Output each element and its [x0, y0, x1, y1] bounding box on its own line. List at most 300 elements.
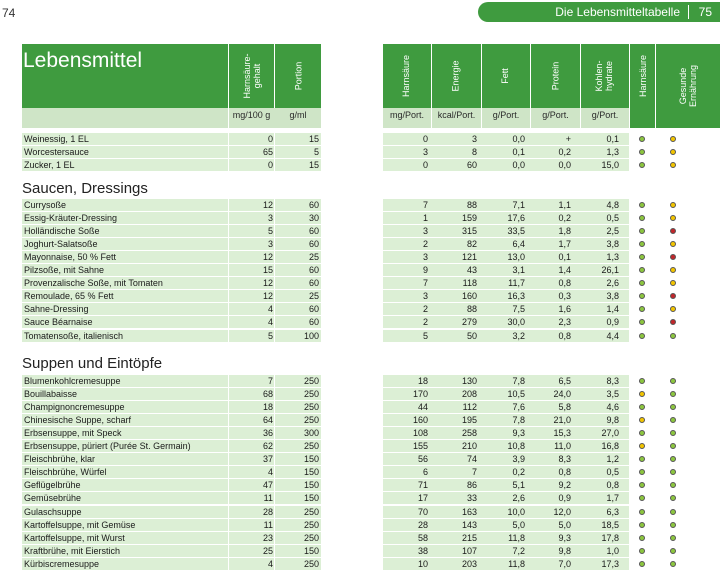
cell-portion: 250	[303, 389, 319, 400]
harnsaeure-rating-dot	[639, 495, 645, 501]
harnsaeure-rating-dot	[639, 561, 645, 567]
table-row	[0, 519, 720, 531]
food-name: Holländische Soße	[24, 226, 100, 237]
harnsaeure-rating-dot	[639, 456, 645, 462]
gesunde-ernaehrung-rating-dot	[670, 404, 676, 410]
cell-energie: 163	[461, 506, 477, 517]
cell-kohlenhydrate: 17,3	[601, 558, 619, 569]
cell-portion: 60	[308, 239, 319, 250]
cell-portion: 150	[303, 467, 319, 478]
harnsaeure-rating-dot	[639, 469, 645, 475]
cell-portion: 150	[303, 545, 319, 556]
cell-portion: 150	[303, 454, 319, 465]
cell-harnsaeure-gehalt: 25	[262, 545, 273, 556]
cell-fett: 3,1	[512, 265, 525, 276]
unit-energie: kcal/Port.	[437, 110, 476, 120]
cell-harnsaeure: 9	[422, 265, 428, 276]
cell-harnsaeure: 6	[422, 467, 428, 478]
cell-harnsaeure: 70	[417, 506, 428, 517]
cell-harnsaeure: 10	[417, 558, 428, 569]
cell-portion: 60	[308, 226, 319, 237]
gesunde-ernaehrung-rating-dot	[670, 306, 676, 312]
table-row	[0, 303, 720, 315]
gesunde-ernaehrung-rating-dot	[670, 254, 676, 260]
cell-portion: 150	[303, 493, 319, 504]
food-name: Bouillabaisse	[24, 389, 78, 400]
cell-harnsaeure: 71	[417, 480, 428, 491]
cell-harnsaeure-gehalt: 47	[262, 480, 273, 491]
cell-fett: 16,3	[507, 291, 525, 302]
cell-fett: 11,8	[508, 558, 525, 569]
cell-kohlenhydrate: 1,3	[606, 147, 619, 158]
cell-protein: 2,3	[558, 317, 571, 328]
gesunde-ernaehrung-rating-dot	[670, 482, 676, 488]
cell-protein: 1,4	[558, 265, 571, 276]
cell-protein: 15,3	[553, 428, 571, 439]
food-name: Joghurt-Salatsoße	[24, 239, 98, 250]
cell-energie: 74	[466, 454, 477, 465]
col-head-protein: Protein	[550, 61, 560, 91]
cell-fett: 2,6	[512, 493, 525, 504]
harnsaeure-rating-dot	[639, 280, 645, 286]
cell-energie: 86	[466, 480, 477, 491]
cell-energie: 215	[461, 532, 477, 543]
harnsaeure-rating-dot	[639, 391, 645, 397]
cell-harnsaeure: 170	[412, 389, 428, 400]
col-head-energie: Energie	[451, 60, 461, 92]
gesunde-ernaehrung-rating-dot	[670, 293, 676, 299]
cell-harnsaeure: 108	[412, 428, 428, 439]
cell-protein: 0,9	[558, 493, 571, 504]
cell-fett: 17,6	[507, 213, 525, 224]
cell-portion: 100	[303, 330, 319, 341]
harnsaeure-rating-dot	[639, 254, 645, 260]
cell-harnsaeure: 44	[417, 402, 428, 413]
col-head-harnsaeure: Harnsäure	[401, 54, 411, 98]
unit-fett: g/Port.	[492, 110, 520, 120]
table-row	[0, 146, 720, 158]
cell-protein: 0,3	[558, 291, 571, 302]
food-name: Fleischbrühe, Würfel	[24, 467, 107, 478]
cell-fett: 3,2	[512, 330, 525, 341]
cell-kohlenhydrate: 0,5	[606, 467, 619, 478]
harnsaeure-rating-dot	[639, 241, 645, 247]
food-name: Erbsensuppe, püriert (Purée St. Germain)	[24, 441, 191, 452]
gesunde-ernaehrung-rating-dot	[670, 456, 676, 462]
cell-energie: 3	[471, 134, 477, 144]
table-row	[0, 453, 720, 465]
cell-fett: 6,4	[512, 239, 525, 250]
cell-harnsaeure-gehalt: 0	[267, 134, 273, 144]
cell-fett: 7,1	[512, 200, 525, 210]
harnsaeure-rating-dot	[639, 417, 645, 423]
cell-harnsaeure: 3	[422, 291, 428, 302]
cell-fett: 11,8	[508, 532, 525, 543]
table-row	[0, 133, 720, 145]
table-title: Lebensmittel	[23, 49, 143, 72]
cell-harnsaeure-gehalt: 3	[267, 213, 273, 224]
cell-portion: 15	[308, 134, 319, 144]
food-name: Geflügelbrühe	[24, 480, 81, 491]
cell-kohlenhydrate: 1,3	[606, 252, 619, 263]
cell-harnsaeure-gehalt: 11	[263, 493, 273, 504]
cell-energie: 160	[461, 291, 477, 302]
header-unit-band-left	[22, 108, 228, 128]
cell-protein: 1,8	[558, 226, 571, 237]
cell-protein: 9,8	[558, 545, 571, 556]
cell-harnsaeure-gehalt: 15	[262, 265, 273, 276]
section-heading: Suppen und Eintöpfe	[22, 355, 163, 372]
cell-harnsaeure: 3	[422, 226, 428, 237]
cell-fett: 5,1	[512, 480, 525, 491]
cell-kohlenhydrate: 3,8	[606, 239, 619, 250]
cell-protein: 21,0	[553, 415, 571, 426]
cell-harnsaeure: 17	[417, 493, 428, 504]
cell-protein: 9,2	[558, 480, 571, 491]
cell-energie: 159	[461, 213, 477, 224]
cell-harnsaeure-gehalt: 5	[267, 330, 273, 341]
cell-harnsaeure-gehalt: 65	[262, 147, 273, 158]
table-row	[0, 506, 720, 518]
gesunde-ernaehrung-rating-dot	[670, 215, 676, 221]
col-head-gesunde-ernaehrung: Gesunde Ernährung	[678, 64, 698, 108]
cell-kohlenhydrate: 1,7	[606, 493, 619, 504]
cell-kohlenhydrate: 0,9	[606, 317, 619, 328]
cell-protein: 0,0	[558, 160, 571, 171]
food-name: Sahne-Dressing	[24, 304, 89, 315]
table-row	[0, 264, 720, 276]
cell-fett: 33,5	[507, 226, 525, 237]
cell-harnsaeure-gehalt: 0	[267, 160, 273, 171]
table-row	[0, 316, 720, 328]
cell-protein: 8,3	[558, 454, 571, 465]
food-name: Kartoffelsuppe, mit Wurst	[24, 532, 125, 543]
cell-portion: 250	[303, 532, 319, 543]
food-name: Gulaschsuppe	[24, 506, 82, 517]
cell-protein: 0,2	[558, 213, 571, 224]
gesunde-ernaehrung-rating-dot	[670, 443, 676, 449]
table-row	[0, 159, 720, 171]
cell-energie: 203	[461, 558, 477, 569]
cell-energie: 195	[461, 415, 477, 426]
table-row	[0, 466, 720, 478]
harnsaeure-rating-dot	[639, 202, 645, 208]
cell-harnsaeure: 155	[412, 441, 428, 452]
cell-protein: 9,3	[558, 532, 571, 543]
table-row	[0, 375, 720, 387]
cell-kohlenhydrate: 1,0	[606, 545, 619, 556]
food-name: Zucker, 1 EL	[24, 160, 75, 171]
harnsaeure-rating-dot	[639, 319, 645, 325]
cell-protein: 1,1	[558, 200, 571, 210]
cell-kohlenhydrate: 4,6	[606, 402, 619, 413]
cell-energie: 130	[461, 376, 477, 386]
cell-harnsaeure-gehalt: 3	[267, 239, 273, 250]
col-head-harnsaeure-rating: Harnsäure	[638, 54, 648, 98]
table-row	[0, 440, 720, 452]
cell-fett: 7,8	[512, 376, 525, 386]
cell-energie: 60	[466, 160, 477, 171]
table-row	[0, 251, 720, 263]
cell-harnsaeure-gehalt: 4	[267, 467, 273, 478]
cell-harnsaeure-gehalt: 64	[262, 415, 273, 426]
gesunde-ernaehrung-rating-dot	[670, 378, 676, 384]
gesunde-ernaehrung-rating-dot	[670, 333, 676, 339]
gesunde-ernaehrung-rating-dot	[670, 228, 676, 234]
cell-energie: 258	[461, 428, 477, 439]
cell-fett: 0,0	[512, 160, 525, 171]
cell-portion: 300	[303, 428, 319, 439]
cell-portion: 250	[303, 415, 319, 426]
table-row	[0, 212, 720, 224]
food-name: Fleischbrühe, klar	[24, 454, 96, 465]
cell-harnsaeure: 7	[422, 200, 428, 210]
running-header	[478, 2, 720, 22]
gesunde-ernaehrung-rating-dot	[670, 319, 676, 325]
cell-protein: 1,7	[558, 239, 571, 250]
gesunde-ernaehrung-rating-dot	[670, 241, 676, 247]
cell-portion: 250	[303, 376, 319, 386]
cell-protein: 0,8	[558, 278, 571, 289]
harnsaeure-rating-dot	[639, 522, 645, 528]
cell-kohlenhydrate: 4,4	[606, 330, 619, 341]
cell-fett: 3,9	[512, 454, 525, 465]
cell-kohlenhydrate: 26,1	[601, 265, 619, 276]
cell-energie: 33	[466, 493, 477, 504]
cell-protein: +	[565, 134, 571, 144]
cell-kohlenhydrate: 6,3	[606, 506, 619, 517]
table-row	[0, 492, 720, 504]
table-row	[0, 388, 720, 400]
cell-harnsaeure: 1	[422, 213, 428, 224]
unit-portion: g/ml	[289, 110, 307, 120]
cell-harnsaeure: 58	[417, 532, 428, 543]
gesunde-ernaehrung-rating-dot	[670, 280, 676, 286]
cell-harnsaeure: 0	[422, 160, 428, 171]
cell-fett: 7,5	[512, 304, 525, 315]
cell-fett: 5,0	[512, 519, 525, 530]
food-name: Kartoffelsuppe, mit Gemüse	[24, 519, 136, 530]
cell-energie: 315	[461, 226, 477, 237]
harnsaeure-rating-dot	[639, 215, 645, 221]
gesunde-ernaehrung-rating-dot	[670, 149, 676, 155]
cell-portion: 250	[303, 441, 319, 452]
page-number-right: 75	[698, 5, 712, 19]
cell-portion: 150	[303, 480, 319, 491]
cell-kohlenhydrate: 17,8	[601, 532, 619, 543]
harnsaeure-rating-dot	[639, 306, 645, 312]
cell-fett: 7,8	[512, 415, 525, 426]
cell-portion: 25	[308, 291, 319, 302]
gesunde-ernaehrung-rating-dot	[670, 509, 676, 515]
cell-harnsaeure: 0	[422, 134, 428, 144]
cell-energie: 112	[462, 402, 477, 413]
cell-protein: 12,0	[553, 506, 571, 517]
cell-portion: 60	[308, 200, 319, 210]
food-name: Chinesische Suppe, scharf	[24, 415, 132, 426]
table-row	[0, 401, 720, 413]
cell-protein: 1,6	[558, 304, 571, 315]
harnsaeure-rating-dot	[639, 162, 645, 168]
table-row	[0, 545, 720, 557]
gesunde-ernaehrung-rating-dot	[670, 391, 676, 397]
table-row	[0, 290, 720, 302]
cell-harnsaeure: 7	[422, 278, 428, 289]
cell-harnsaeure-gehalt: 37	[262, 454, 273, 465]
cell-harnsaeure-gehalt: 28	[262, 506, 273, 517]
cell-protein: 6,5	[558, 376, 571, 386]
cell-fett: 30,0	[507, 317, 525, 328]
food-name: Mayonnaise, 50 % Fett	[24, 252, 117, 263]
gesunde-ernaehrung-rating-dot	[670, 267, 676, 273]
unit-harnsaeure-gehalt: mg/100 g	[232, 110, 271, 120]
food-name: Erbsensuppe, mit Speck	[24, 428, 122, 439]
col-head-harnsaeure-gehalt: Harnsäure-gehalt	[242, 53, 262, 99]
cell-harnsaeure-gehalt: 18	[262, 402, 273, 413]
harnsaeure-rating-dot	[639, 293, 645, 299]
cell-portion: 250	[303, 519, 319, 530]
cell-harnsaeure: 3	[422, 147, 428, 158]
cell-kohlenhydrate: 0,8	[606, 480, 619, 491]
food-name: Champignoncremesuppe	[24, 402, 125, 413]
food-name: Gemüsebrühe	[24, 493, 82, 504]
cell-harnsaeure-gehalt: 62	[262, 441, 273, 452]
cell-fett: 9,3	[512, 428, 525, 439]
cell-protein: 11,0	[554, 441, 571, 452]
cell-fett: 0,0	[512, 134, 525, 144]
cell-protein: 0,8	[558, 330, 571, 341]
cell-kohlenhydrate: 18,5	[601, 519, 619, 530]
cell-protein: 24,0	[553, 389, 571, 400]
cell-portion: 250	[303, 506, 319, 517]
gesunde-ernaehrung-rating-dot	[670, 522, 676, 528]
cell-fett: 7,6	[512, 402, 525, 413]
food-name: Essig-Kräuter-Dressing	[24, 213, 118, 224]
cell-harnsaeure: 5	[422, 330, 428, 341]
section-heading: Saucen, Dressings	[22, 180, 148, 197]
cell-harnsaeure: 56	[417, 454, 428, 465]
cell-kohlenhydrate: 27,0	[601, 428, 619, 439]
harnsaeure-rating-dot	[639, 378, 645, 384]
page-number-left: 74	[2, 6, 16, 20]
cell-portion: 60	[308, 265, 319, 276]
gesunde-ernaehrung-rating-dot	[670, 469, 676, 475]
cell-kohlenhydrate: 0,5	[606, 213, 619, 224]
table-row	[0, 558, 720, 570]
table-row	[0, 330, 720, 342]
cell-harnsaeure-gehalt: 12	[262, 291, 273, 302]
cell-portion: 250	[303, 402, 319, 413]
cell-portion: 60	[308, 317, 319, 328]
harnsaeure-rating-dot	[639, 149, 645, 155]
table-row	[0, 414, 720, 426]
cell-harnsaeure-gehalt: 12	[262, 278, 273, 289]
harnsaeure-rating-dot	[639, 136, 645, 142]
cell-portion: 250	[303, 558, 319, 569]
cell-portion: 60	[308, 304, 319, 315]
cell-portion: 25	[308, 252, 319, 263]
cell-protein: 5,8	[558, 402, 571, 413]
food-name: Blumenkohlcremesuppe	[24, 376, 121, 386]
cell-kohlenhydrate: 3,5	[606, 389, 619, 400]
cell-energie: 118	[462, 278, 477, 289]
cell-harnsaeure-gehalt: 4	[267, 304, 273, 315]
cell-harnsaeure: 2	[422, 239, 428, 250]
food-name: Kürbiscremesuppe	[24, 558, 100, 569]
cell-harnsaeure: 3	[422, 252, 428, 263]
cell-harnsaeure-gehalt: 23	[262, 532, 273, 543]
header-divider	[688, 5, 689, 19]
table-row	[0, 427, 720, 439]
cell-kohlenhydrate: 0,1	[606, 134, 619, 144]
harnsaeure-rating-dot	[639, 404, 645, 410]
cell-fett: 0,1	[512, 147, 525, 158]
gesunde-ernaehrung-rating-dot	[670, 202, 676, 208]
table-row	[0, 277, 720, 289]
col-head-fett: Fett	[499, 68, 510, 84]
harnsaeure-rating-dot	[639, 482, 645, 488]
cell-harnsaeure-gehalt: 4	[267, 558, 273, 569]
gesunde-ernaehrung-rating-dot	[670, 417, 676, 423]
harnsaeure-rating-dot	[639, 548, 645, 554]
cell-portion: 5	[313, 147, 319, 158]
cell-portion: 15	[308, 160, 319, 171]
cell-energie: 7	[471, 467, 477, 478]
cell-fett: 0,2	[512, 467, 525, 478]
cell-kohlenhydrate: 1,2	[606, 454, 619, 465]
cell-energie: 143	[461, 519, 477, 530]
cell-kohlenhydrate: 4,8	[606, 200, 619, 210]
food-name: Sauce Béarnaise	[24, 317, 93, 328]
cell-harnsaeure-gehalt: 7	[267, 376, 273, 386]
cell-kohlenhydrate: 2,5	[606, 226, 619, 237]
cell-protein: 7,0	[558, 558, 571, 569]
cell-fett: 10,0	[507, 506, 525, 517]
cell-harnsaeure: 2	[422, 304, 428, 315]
cell-energie: 208	[461, 389, 477, 400]
cell-fett: 7,2	[512, 545, 525, 556]
cell-kohlenhydrate: 2,6	[606, 278, 619, 289]
running-title: Die Lebensmitteltabelle	[555, 5, 680, 19]
cell-fett: 11,7	[508, 278, 525, 289]
harnsaeure-rating-dot	[639, 535, 645, 541]
table-row	[0, 238, 720, 250]
cell-harnsaeure-gehalt: 68	[262, 389, 273, 400]
cell-energie: 8	[471, 147, 477, 158]
food-name: Tomatensoße, italienisch	[24, 330, 124, 341]
gesunde-ernaehrung-rating-dot	[670, 162, 676, 168]
table-row	[0, 225, 720, 237]
cell-energie: 210	[461, 441, 477, 452]
harnsaeure-rating-dot	[639, 430, 645, 436]
food-name: Worcestersauce	[24, 147, 89, 158]
gesunde-ernaehrung-rating-dot	[670, 548, 676, 554]
cell-kohlenhydrate: 1,4	[606, 304, 619, 315]
unit-kohlenhydrate: g/Port.	[591, 110, 619, 120]
harnsaeure-rating-dot	[639, 333, 645, 339]
cell-energie: 121	[461, 252, 477, 263]
cell-harnsaeure: 28	[417, 519, 428, 530]
cell-energie: 82	[466, 239, 477, 250]
cell-harnsaeure-gehalt: 11	[263, 519, 273, 530]
cell-energie: 88	[466, 200, 477, 210]
food-name: Weinessig, 1 EL	[24, 134, 89, 144]
cell-fett: 10,8	[507, 441, 525, 452]
harnsaeure-rating-dot	[639, 228, 645, 234]
unit-protein: g/Port.	[542, 110, 569, 120]
cell-fett: 13,0	[507, 252, 525, 263]
cell-harnsaeure-gehalt: 12	[262, 252, 273, 263]
